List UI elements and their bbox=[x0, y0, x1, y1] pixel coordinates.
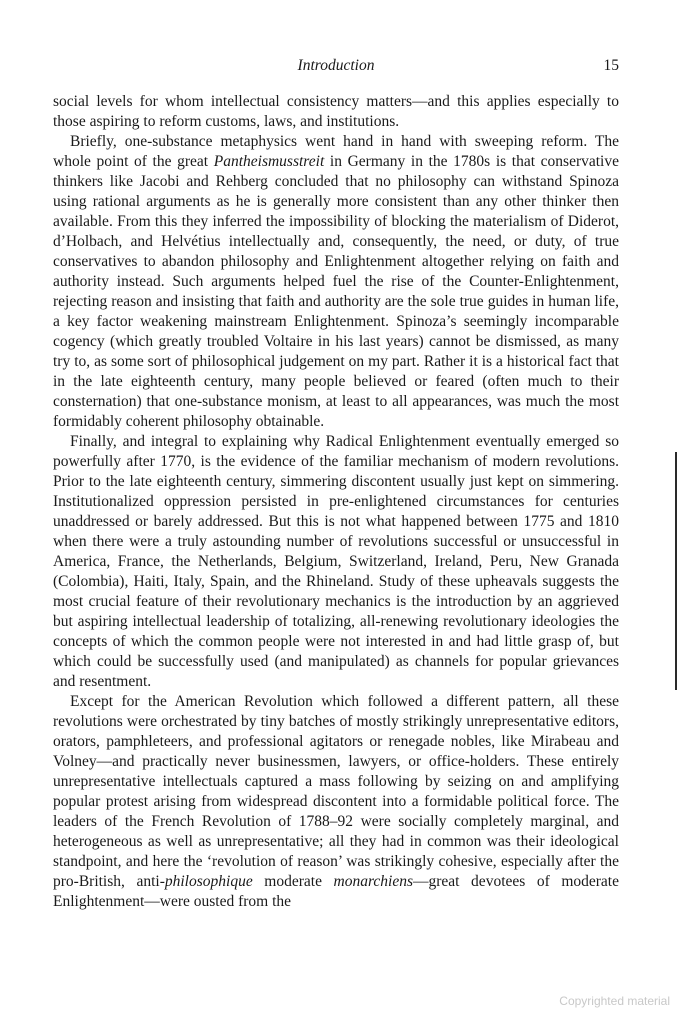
paragraph-4-text-c: —great devotees of moderate Enlightenment—were ousted from the bbox=[53, 873, 619, 910]
term-philosophique: philosophique bbox=[164, 873, 253, 890]
paragraph-2-text-a: Briefly, one-substance metaphysics went hand in hand with sweeping reform. The whole point of the great bbox=[53, 133, 619, 170]
paragraph-3 bbox=[53, 432, 619, 692]
term-monarchiens: monarchiens bbox=[333, 873, 414, 890]
paragraph-4-text-a: Except for the American Revolution which followed a different pattern, all these revolutions were orchestrated by tiny batches of mostly strikingly unrepresentative editors, orators, pamphleteers, and professional agitators or renegade nobles, like Mirabeau and Volney—and practically never businessmen, lawyers, or office-holders. These entirely unrepresentative intellectuals captured a mass following by seizing on and amplifying popular protest arising from widespread discontent into a formidable political force. The leaders of the French Revolution of 1788–92 were socially completely marginal, and heterogeneous as well as unrepresentative; all they had in common was their ideological standpoint, and here the ‘revolution of reason’ was strikingly cohesive, especially after the pro-British, anti- bbox=[53, 693, 619, 890]
paragraph-1 bbox=[53, 92, 619, 132]
paragraph-3-text: Finally, and integral to explaining why Radical Enlightenment eventually emerged so powerfully after 1770, is the evidence of the familiar mechanism of modern revolutions. Prior to the late eighteenth century, simmering discontent usually just kept on simmering. Institutionalized oppression persisted in pre-enlightened circumstances for centuries unaddressed or barely addressed. But this is not what happened between 1775 and 1810 when there were a truly astounding number of revolutions successful or unsuccessful in America, France, the Netherlands, Belgium, Switzerland, Ireland, Peru, New Granada (Colombia), Haiti, Italy, Spain, and the Rhineland. Study of these upheavals suggests the most crucial feature of their revolutionary mechanics is the introduction by an aggrieved but aspiring intellectual leadership of totalizing, all-renewing revolutionary ideologies the concepts of which the common people were not interested in and had little grasp of, but which could be successfully used (and manipulated) as channels for popular grievances and resentment. bbox=[53, 433, 619, 690]
term-pantheismusstreit: Pantheismusstreit bbox=[213, 153, 325, 170]
running-title: Introduction bbox=[297, 57, 375, 74]
page-edge-rule bbox=[675, 452, 677, 690]
paragraph-1-text: social levels for whom intellectual consistency matters—and this applies especially to those aspiring to reform customs, laws, and institutions. bbox=[53, 93, 619, 130]
paragraph-4-text-b: moderate bbox=[252, 873, 334, 890]
paragraph-2-text-b: in Germany in the 1780s is that conservative thinkers like Jacobi and Rehberg concluded that no philosophy can withstand Spinoza using rational arguments as he is generally more consistent than any other thinker then available. From this they inferred the impossibility of blocking the materialism of Diderot, d’Holbach, and Helvétius intellectually and, consequently, the need, or duty, of true conservatives to abandon philosophy and Enlightenment altogether relying on faith and authority instead. Such arguments helped fuel the rise of the Counter-Enlightenment, rejecting reason and insisting that faith and authority are the sole true guides in human life, a key factor weakening mainstream Enlightenment. Spinoza’s seemingly incomparable cogency (which greatly troubled Voltaire in his last years) cannot be dismissed, as many try to, as some sort of philosophical judgement on my part. Rather it is a historical fact that in the late eighteenth century, many people believed or feared (often much to their consternation) that one-substance monism, at least to all appearances, was much the most formidably coherent philosophy obtainable. bbox=[53, 153, 619, 430]
page-number: 15 bbox=[603, 57, 619, 74]
running-head bbox=[53, 57, 619, 77]
copyright-watermark: Copyrighted material bbox=[559, 994, 670, 1008]
paragraph-4 bbox=[53, 692, 619, 912]
body-text bbox=[53, 92, 619, 912]
paragraph-2 bbox=[53, 132, 619, 432]
